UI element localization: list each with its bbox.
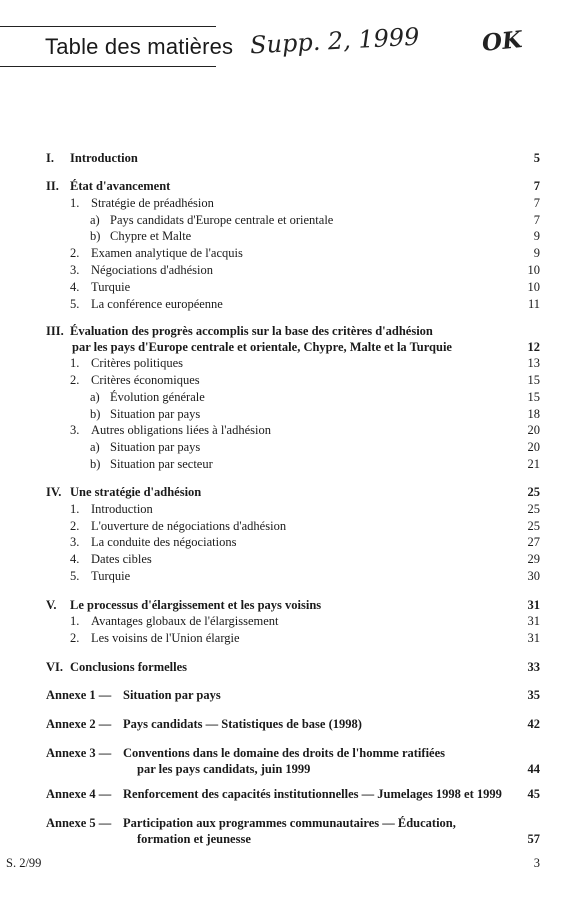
toc-entry-title: Pays candidats — Statistiques de base (1998) <box>123 717 362 731</box>
toc-entry-number: 5. <box>70 297 80 311</box>
toc-entry-number: 1. <box>70 196 80 210</box>
toc-entry-page: 9 <box>533 229 540 243</box>
toc-entry-page: 31 <box>527 614 540 628</box>
toc-entry-title: Situation par secteur <box>110 457 213 471</box>
toc-entry-title: par les pays candidats, juin 1999 <box>137 762 311 776</box>
toc-entry-page: 21 <box>527 457 540 471</box>
footer-reference: S. 2/99 <box>6 856 42 870</box>
toc-entry-title: Examen analytique de l'acquis <box>91 246 243 260</box>
toc-entry-title: Introduction <box>91 502 153 516</box>
page-number: 3 <box>533 856 540 870</box>
toc-entry-page: 18 <box>527 407 540 421</box>
toc-entry-number: 5. <box>70 569 80 583</box>
toc-entry-number: Annexe 4 — <box>46 787 112 801</box>
toc-entry-number: a) <box>90 440 100 454</box>
toc-entry-title: Le processus d'élargissement et les pays voisins <box>70 598 322 612</box>
toc-entry-title: Participation aux programmes communautaires — Éducation, <box>123 816 456 830</box>
toc-entry-number: III. <box>46 324 64 338</box>
toc-entry-number: Annexe 5 — <box>46 816 112 830</box>
toc-entry-page: 10 <box>527 280 540 294</box>
page-title: Table des matières <box>45 34 234 59</box>
toc-entry-page: 5 <box>533 151 540 165</box>
toc-entry-number: b) <box>90 457 101 471</box>
toc-entry-page: 25 <box>527 519 540 533</box>
toc-entry-number: 4. <box>70 280 80 294</box>
toc-entry-number: I. <box>46 151 54 165</box>
toc-entry-page: 13 <box>527 356 540 370</box>
toc-entry-title: Dates cibles <box>91 552 152 566</box>
toc-entry-number: 1. <box>70 356 80 370</box>
toc-entry-number: 2. <box>70 631 80 645</box>
toc-entry-page: 42 <box>527 717 540 731</box>
toc-entry-number: Annexe 2 — <box>46 717 112 731</box>
toc-entry-page: 7 <box>533 179 540 193</box>
handwritten-ok-mark: OK <box>480 25 524 58</box>
toc-entry-title: Stratégie de préadhésion <box>91 196 214 210</box>
toc-entry-number: V. <box>46 598 57 612</box>
toc-entry-page: 11 <box>527 297 540 311</box>
toc-entry-title: Critères économiques <box>91 373 200 387</box>
toc-entry-number: 2. <box>70 246 80 260</box>
toc-entry-page: 44 <box>527 762 540 776</box>
toc-entry-page: 15 <box>527 390 540 404</box>
toc-entry-title: Les voisins de l'Union élargie <box>91 631 240 645</box>
toc-entry-number: b) <box>90 229 101 243</box>
toc-entry-title: Négociations d'adhésion <box>91 263 214 277</box>
toc-entry-page: 35 <box>527 688 540 702</box>
toc-entry-title: Critères politiques <box>91 356 183 370</box>
toc-entry-title: Chypre et Malte <box>110 229 192 243</box>
toc-entry-page: 27 <box>527 535 540 549</box>
toc-entry-page: 20 <box>527 440 540 454</box>
toc-entry-number: 3. <box>70 263 80 277</box>
toc-entry-number: Annexe 3 — <box>46 746 112 760</box>
toc-entry-page: 45 <box>527 787 540 801</box>
toc-entry-number: II. <box>46 179 59 193</box>
toc-entry-title: Pays candidats d'Europe centrale et orientale <box>110 213 334 227</box>
toc-entry-title: Autres obligations liées à l'adhésion <box>91 423 271 437</box>
toc-entry-title: L'ouverture de négociations d'adhésion <box>91 519 287 533</box>
toc-entry-page: 29 <box>527 552 540 566</box>
toc-entry-title: formation et jeunesse <box>137 832 251 846</box>
toc-entry-title: État d'avancement <box>70 179 171 193</box>
toc-entry-title: Conventions dans le domaine des droits de l'homme ratifiées <box>123 746 445 760</box>
toc-entry-page: 12 <box>527 340 540 354</box>
toc-entry-title: Turquie <box>91 569 131 583</box>
toc-entry-number: VI. <box>46 660 64 674</box>
toc-entry-number: IV. <box>46 485 62 499</box>
toc-entry-page: 25 <box>527 502 540 516</box>
toc-entry-page: 9 <box>533 246 540 260</box>
toc-entry-number: 1. <box>70 502 80 516</box>
toc-entry-page: 30 <box>527 569 540 583</box>
toc-entry-number: a) <box>90 213 100 227</box>
handwritten-note: Supp. 2, 1999 <box>249 22 421 60</box>
toc-entry-title: Situation par pays <box>123 688 221 702</box>
toc-entry-number: Annexe 1 — <box>46 688 112 702</box>
toc-entry-number: b) <box>90 407 101 421</box>
toc-entry-number: 3. <box>70 535 80 549</box>
toc-entry-title: Évaluation des progrès accomplis sur la base des critères d'adhésion <box>70 324 433 338</box>
toc-entry-number: a) <box>90 390 100 404</box>
toc-entry-page: 33 <box>527 660 540 674</box>
toc-entry-title: Évolution générale <box>110 390 205 404</box>
toc-entry-title: Une stratégie d'adhésion <box>70 485 202 499</box>
toc-entry-title: La conférence européenne <box>91 297 223 311</box>
toc-entry-title: Introduction <box>70 151 138 165</box>
toc-entry-number: 2. <box>70 519 80 533</box>
toc-entry-title: par les pays d'Europe centrale et orientale, Chypre, Malte et la Turquie <box>72 340 452 354</box>
toc-entry-title: Situation par pays <box>110 440 201 454</box>
toc-entry-number: 1. <box>70 614 80 628</box>
toc-entry-title: La conduite des négociations <box>91 535 237 549</box>
toc-entry-page: 10 <box>527 263 540 277</box>
toc-entry-title: Avantages globaux de l'élargissement <box>91 614 279 628</box>
toc-entry-page: 31 <box>527 598 540 612</box>
toc-entry-page: 7 <box>533 196 540 210</box>
toc-entry-number: 2. <box>70 373 80 387</box>
toc-entry-page: 57 <box>527 832 540 846</box>
toc-entry-page: 7 <box>533 213 540 227</box>
toc-entry-page: 31 <box>527 631 540 645</box>
toc-entry-page: 25 <box>527 485 540 499</box>
toc-entry-number: 3. <box>70 423 80 437</box>
toc-entry-page: 15 <box>527 373 540 387</box>
toc-entry-title: Turquie <box>91 280 131 294</box>
toc-entry-title: Conclusions formelles <box>70 660 188 674</box>
toc-entry-title: Renforcement des capacités institutionnelles — Jumelages 1998 et 1999 <box>123 787 502 801</box>
toc-entry-number: 4. <box>70 552 80 566</box>
toc-entry-page: 20 <box>527 423 540 437</box>
toc-entry-title: Situation par pays <box>110 407 201 421</box>
